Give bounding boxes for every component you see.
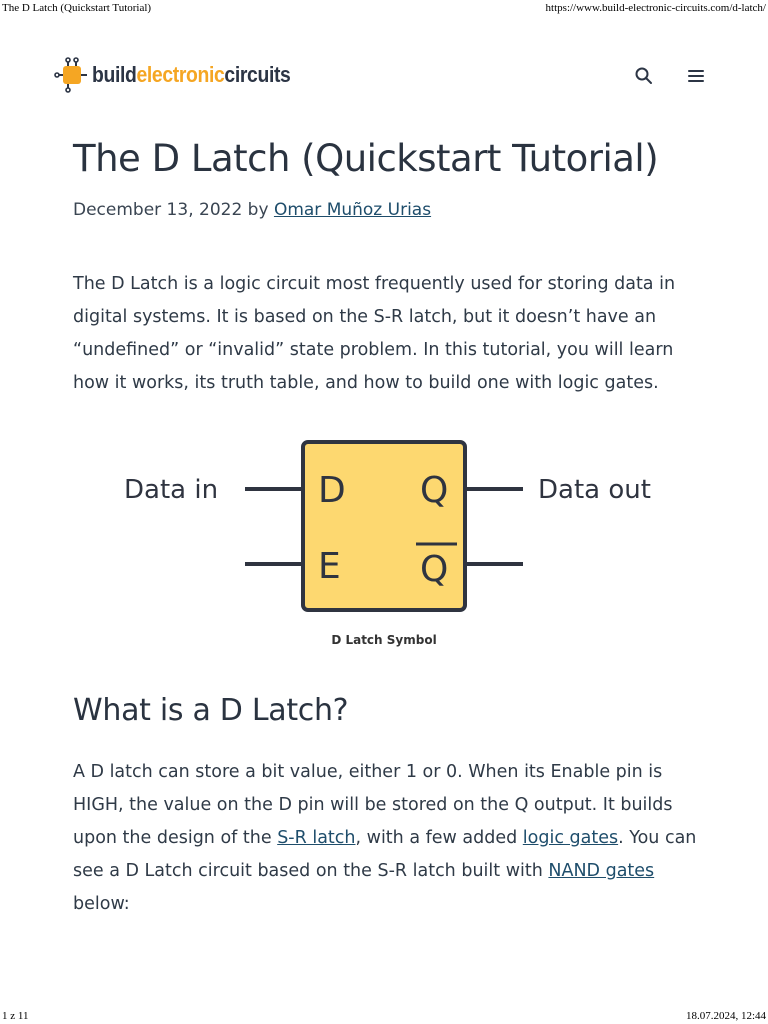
post-date: December 13, 2022 [73, 200, 243, 220]
print-header [0, 0, 768, 16]
page-title: The D Latch (Quickstart Tutorial) [73, 137, 659, 180]
section-body [73, 756, 698, 921]
search-icon[interactable] [632, 64, 656, 88]
data-out-label: Data out [538, 475, 651, 505]
header-actions [632, 64, 708, 88]
pin-q-label: Q [420, 470, 449, 511]
intro-section [73, 268, 698, 400]
d-latch-symbol-figure [110, 432, 670, 622]
page-counter: 1 z 11 [2, 1010, 29, 1022]
author-link[interactable]: Omar Muñoz Urias [273, 200, 432, 220]
sr-latch-link[interactable]: S-R latch [277, 828, 356, 848]
pin-qbar-label: Q [420, 549, 449, 590]
print-title: The D Latch (Quickstart Tutorial) [2, 2, 152, 14]
para-text-1: A D latch can store a bit value, either 1 or 0. When its Enable pin is HIGH, the value on the D pin will be stored on the Q output. It builds upon the design of the [73, 762, 673, 848]
para-text-2: , with a few added [355, 828, 523, 848]
circuit-chip-icon [54, 57, 90, 93]
site-logo[interactable] [54, 56, 318, 94]
logic-gates-link[interactable]: logic gates [522, 828, 619, 848]
by-text: by [242, 200, 274, 220]
intro-paragraph: The D Latch is a logic circuit most frequently used for storing data in digital systems. It is based on the S-R latch, but it doesn’t have an “undefined” or “invalid” state problem. In this tutorial, you will learn how it works, its truth table, and how to build one with logic gates. [73, 274, 676, 393]
print-datetime: 18.07.2024, 12:44 [685, 1010, 766, 1022]
section-heading: What is a D Latch? [73, 693, 349, 728]
logo-text: buildelectroniccircuits [92, 62, 291, 87]
print-footer [0, 1008, 768, 1024]
post-meta [73, 200, 431, 220]
site-header [54, 54, 708, 96]
print-url: https://www.build-electronic-circuits.com/d-latch/ [545, 2, 766, 14]
para-text-3: . You can see a D Latch circuit based on the S-R latch built with [73, 828, 697, 881]
para-text-4: below: [73, 894, 130, 914]
data-in-label: Data in [124, 475, 219, 505]
menu-icon[interactable] [684, 64, 708, 88]
pin-e-label: E [318, 546, 341, 587]
section-paragraph [73, 756, 698, 921]
figure-caption: D Latch Symbol [331, 633, 437, 647]
nand-gates-link[interactable]: NAND gates [548, 861, 655, 881]
pin-d-label: D [318, 470, 346, 511]
